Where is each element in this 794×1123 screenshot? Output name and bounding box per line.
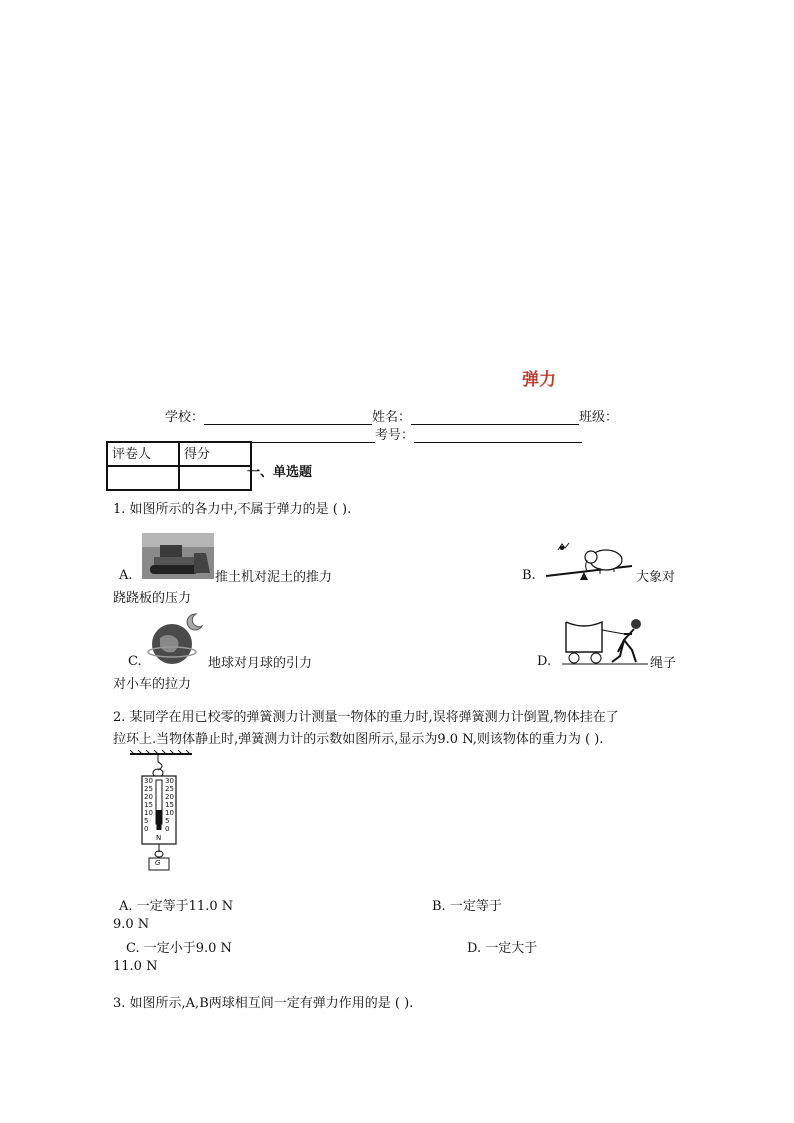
doc-title: 弹力 (522, 370, 556, 390)
student-info-row-2 (207, 424, 582, 443)
scale-mark: 30 (165, 777, 174, 785)
scale-mark: 10 (165, 809, 174, 817)
q1-d-text-2: 对小车的拉力 (113, 677, 192, 692)
q1-a-letter: A. (119, 568, 133, 583)
q2-stem-2: 拉环上.当物体静止时,弹簧测力计的示数如图所示,显示为9.0 N,则该物体的重力为 ( ). (113, 732, 604, 747)
spring-scale-diagram (126, 750, 196, 874)
exam-no-label: 考号： (375, 428, 415, 443)
name-field[interactable] (411, 410, 579, 425)
scale-mark: 20 (165, 793, 174, 801)
q2-stem-1: 2. 某同学在用已校零的弹簧测力计测量一物体的重力时,误将弹簧测力计倒置,物体挂在了 (113, 710, 619, 725)
scale-mark: 0 (165, 825, 170, 833)
earth-moon-image (146, 608, 206, 666)
scale-mark: 0 (144, 825, 149, 833)
scale-mark: 10 (144, 809, 153, 817)
q2-option-b-2: 9.0 N (113, 917, 150, 932)
scale-mark: 15 (144, 801, 153, 809)
scale-marks-left (144, 777, 153, 833)
score-cell[interactable] (179, 466, 251, 490)
bulldozer-image (142, 533, 214, 579)
score-header: 得分 (179, 442, 251, 466)
q1-b-text-2: 跷跷板的压力 (113, 591, 192, 606)
q2-option-c: C. 一定小于9.0 N (126, 941, 232, 956)
scale-mark: 15 (165, 801, 174, 809)
scale-mark: 5 (165, 817, 170, 825)
scale-mark: 5 (144, 817, 149, 825)
q1-d-letter: D. (537, 654, 552, 669)
scale-mark: 25 (165, 785, 174, 793)
q1-b-letter: B. (522, 568, 536, 583)
scale-marks-right (165, 777, 174, 833)
q2-option-d-1: D. 一定大于 (467, 941, 538, 956)
scale-mark: 25 (144, 785, 153, 793)
section-heading: 一、单选题 (247, 465, 313, 480)
q2-option-a: A. 一定等于11.0 N (119, 899, 234, 914)
school-label: 学校： (165, 410, 205, 425)
elephant-seesaw-image (544, 540, 634, 582)
q1-stem: 1. 如图所示的各力中,不属于弹力的是 ( ). (113, 502, 352, 517)
scale-mark: 30 (144, 777, 153, 785)
q2-option-b-1: B. 一定等于 (432, 899, 502, 914)
spring-scale-frame (126, 750, 196, 874)
school-field[interactable] (204, 410, 372, 425)
student-info-row-1 (165, 406, 618, 425)
grader-cell[interactable] (107, 466, 179, 490)
exam-no-field[interactable] (414, 428, 582, 443)
q1-a-text: 推土机对泥土的推力 (215, 570, 333, 585)
score-table (106, 441, 252, 491)
q3-stem: 3. 如图所示,A,B两球相互间一定有弹力作用的是 ( ). (113, 996, 414, 1011)
q1-c-text: 地球对月球的引力 (208, 656, 313, 671)
q1-d-text-1: 绳子 (650, 656, 677, 671)
weight-label: G (155, 859, 161, 867)
scale-unit: N (156, 834, 162, 842)
name-label: 姓名： (372, 410, 412, 425)
class-label: 班级： (579, 410, 619, 425)
q1-c-letter: C. (128, 654, 142, 669)
rope-cart-image (562, 616, 648, 668)
q1-b-text-1: 大象对 (636, 570, 676, 585)
q2-option-d-2: 11.0 N (113, 959, 158, 974)
grader-header: 评卷人 (107, 442, 179, 466)
scale-mark: 20 (144, 793, 153, 801)
